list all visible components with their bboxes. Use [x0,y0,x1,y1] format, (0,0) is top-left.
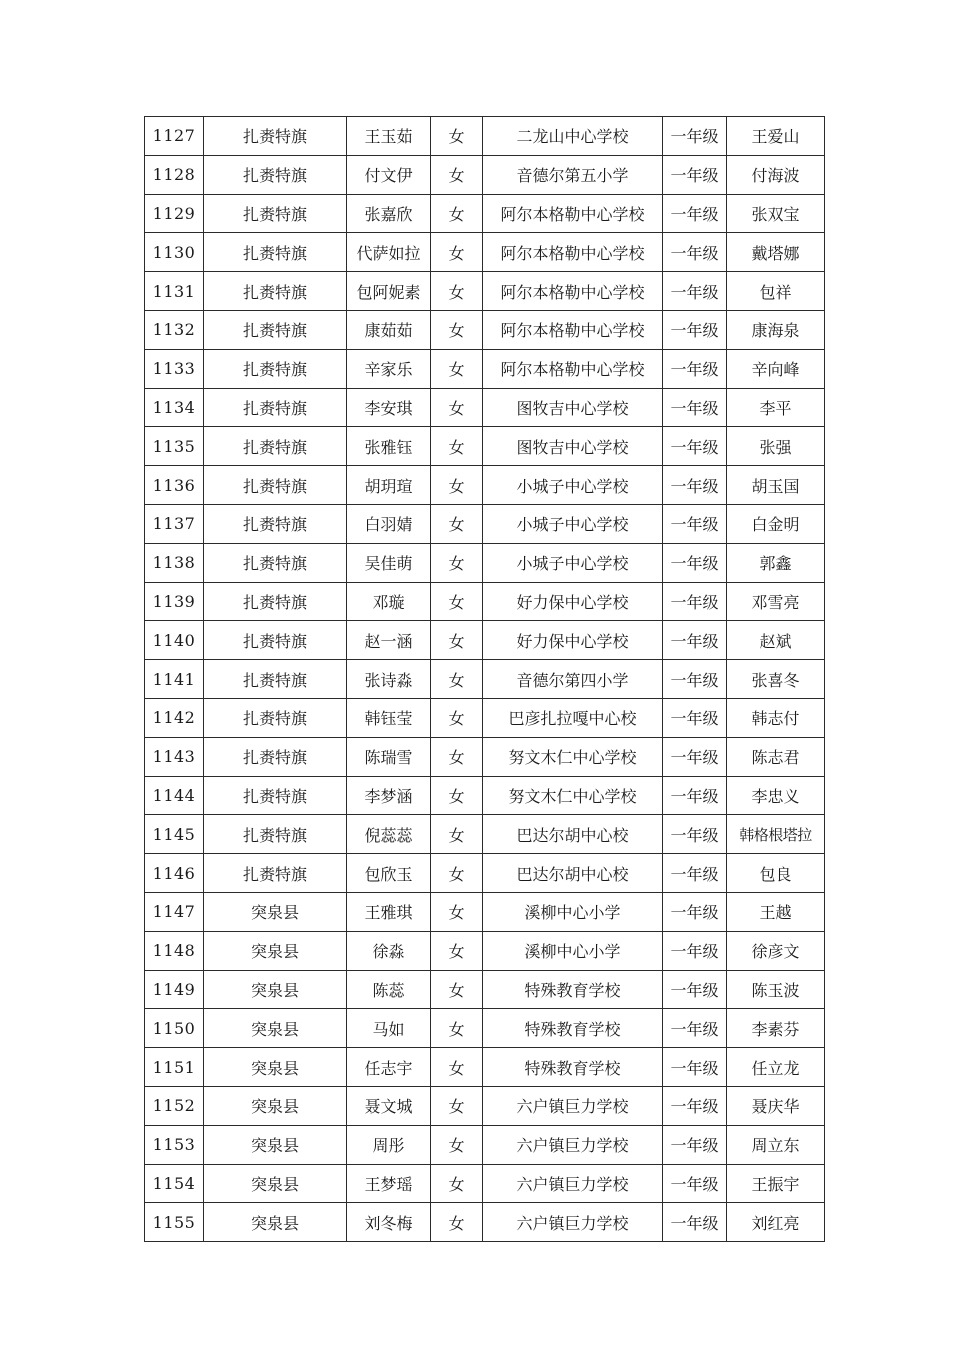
guardian-name-cell: 张双宝 [727,194,825,233]
gender-cell: 女 [431,310,483,349]
region-cell: 突泉县 [204,1086,347,1125]
table-row [145,621,825,660]
school-cell: 努文木仁中心学校 [483,737,663,776]
record-number-cell: 1138 [145,543,204,582]
guardian-name-cell: 韩格根塔拉 [727,815,825,854]
record-number-cell: 1147 [145,892,204,931]
student-name-cell: 吴佳萌 [347,543,431,582]
region-cell: 扎赉特旗 [204,698,347,737]
region-cell: 扎赉特旗 [204,776,347,815]
gender-cell: 女 [431,543,483,582]
record-number-cell: 1136 [145,466,204,505]
grade-cell: 一年级 [663,194,727,233]
record-number-cell: 1152 [145,1086,204,1125]
gender-cell: 女 [431,1086,483,1125]
school-cell: 巴达尔胡中心校 [483,815,663,854]
gender-cell: 女 [431,892,483,931]
school-cell: 图牧吉中心学校 [483,427,663,466]
grade-cell: 一年级 [663,776,727,815]
grade-cell: 一年级 [663,1125,727,1164]
guardian-name-cell: 王越 [727,892,825,931]
table-row [145,1125,825,1164]
school-cell: 好力保中心学校 [483,582,663,621]
guardian-name-cell: 任立龙 [727,1048,825,1087]
table-row [145,970,825,1009]
school-cell: 阿尔本格勒中心学校 [483,349,663,388]
grade-cell: 一年级 [663,233,727,272]
student-name-cell: 张诗淼 [347,660,431,699]
guardian-name-cell: 王爱山 [727,117,825,156]
student-name-cell: 王雅琪 [347,892,431,931]
grade-cell: 一年级 [663,1086,727,1125]
record-number-cell: 1151 [145,1048,204,1087]
region-cell: 扎赉特旗 [204,621,347,660]
record-number-cell: 1141 [145,660,204,699]
region-cell: 扎赉特旗 [204,349,347,388]
school-cell: 二龙山中心学校 [483,117,663,156]
grade-cell: 一年级 [663,1203,727,1242]
grade-cell: 一年级 [663,349,727,388]
grade-cell: 一年级 [663,1164,727,1203]
student-name-cell: 韩钰莹 [347,698,431,737]
region-cell: 扎赉特旗 [204,660,347,699]
school-cell: 特殊教育学校 [483,1048,663,1087]
record-number-cell: 1137 [145,504,204,543]
region-cell: 扎赉特旗 [204,233,347,272]
grade-cell: 一年级 [663,737,727,776]
student-name-cell: 李梦涵 [347,776,431,815]
grade-cell: 一年级 [663,272,727,311]
gender-cell: 女 [431,1048,483,1087]
guardian-name-cell: 陈玉波 [727,970,825,1009]
record-number-cell: 1128 [145,155,204,194]
gender-cell: 女 [431,776,483,815]
guardian-name-cell: 聂庆华 [727,1086,825,1125]
guardian-name-cell: 郭鑫 [727,543,825,582]
student-name-cell: 周彤 [347,1125,431,1164]
table-row [145,1048,825,1087]
region-cell: 扎赉特旗 [204,272,347,311]
gender-cell: 女 [431,854,483,893]
record-number-cell: 1142 [145,698,204,737]
region-cell: 扎赉特旗 [204,466,347,505]
student-name-cell: 陈瑞雪 [347,737,431,776]
gender-cell: 女 [431,660,483,699]
gender-cell: 女 [431,1203,483,1242]
region-cell: 扎赉特旗 [204,194,347,233]
record-number-cell: 1153 [145,1125,204,1164]
table-row [145,233,825,272]
table-row [145,892,825,931]
table-row [145,1164,825,1203]
student-name-cell: 王玉茹 [347,117,431,156]
region-cell: 扎赉特旗 [204,543,347,582]
gender-cell: 女 [431,504,483,543]
student-name-cell: 李安琪 [347,388,431,427]
table-row [145,272,825,311]
school-cell: 溪柳中心小学 [483,931,663,970]
school-cell: 六户镇巨力学校 [483,1164,663,1203]
record-number-cell: 1140 [145,621,204,660]
school-cell: 音德尔第五小学 [483,155,663,194]
table-row [145,1086,825,1125]
table-row [145,543,825,582]
gender-cell: 女 [431,427,483,466]
table-row [145,582,825,621]
table-row [145,1009,825,1048]
region-cell: 突泉县 [204,1048,347,1087]
school-cell: 小城子中心学校 [483,504,663,543]
record-number-cell: 1135 [145,427,204,466]
student-name-cell: 陈蕊 [347,970,431,1009]
guardian-name-cell: 陈志君 [727,737,825,776]
guardian-name-cell: 包良 [727,854,825,893]
gender-cell: 女 [431,1009,483,1048]
student-name-cell: 刘冬梅 [347,1203,431,1242]
region-cell: 扎赉特旗 [204,155,347,194]
gender-cell: 女 [431,155,483,194]
gender-cell: 女 [431,1125,483,1164]
grade-cell: 一年级 [663,504,727,543]
guardian-name-cell: 胡玉国 [727,466,825,505]
gender-cell: 女 [431,970,483,1009]
table-row [145,504,825,543]
grade-cell: 一年级 [663,155,727,194]
table-row [145,931,825,970]
record-number-cell: 1129 [145,194,204,233]
grade-cell: 一年级 [663,1048,727,1087]
student-name-cell: 包欣玉 [347,854,431,893]
region-cell: 突泉县 [204,970,347,1009]
student-name-cell: 胡玥瑄 [347,466,431,505]
table-row [145,776,825,815]
region-cell: 突泉县 [204,1009,347,1048]
student-name-cell: 付文伊 [347,155,431,194]
region-cell: 突泉县 [204,1125,347,1164]
school-cell: 音德尔第四小学 [483,660,663,699]
grade-cell: 一年级 [663,815,727,854]
gender-cell: 女 [431,1164,483,1203]
record-number-cell: 1134 [145,388,204,427]
record-number-cell: 1143 [145,737,204,776]
table-row [145,310,825,349]
record-number-cell: 1155 [145,1203,204,1242]
student-name-cell: 白羽婧 [347,504,431,543]
gender-cell: 女 [431,582,483,621]
region-cell: 扎赉特旗 [204,854,347,893]
school-cell: 阿尔本格勒中心学校 [483,233,663,272]
table-row [145,854,825,893]
record-number-cell: 1130 [145,233,204,272]
record-number-cell: 1149 [145,970,204,1009]
guardian-name-cell: 周立东 [727,1125,825,1164]
gender-cell: 女 [431,272,483,311]
region-cell: 突泉县 [204,1203,347,1242]
gender-cell: 女 [431,388,483,427]
school-cell: 好力保中心学校 [483,621,663,660]
guardian-name-cell: 白金明 [727,504,825,543]
table-row [145,427,825,466]
region-cell: 扎赉特旗 [204,582,347,621]
student-name-cell: 邓璇 [347,582,431,621]
grade-cell: 一年级 [663,427,727,466]
school-cell: 阿尔本格勒中心学校 [483,272,663,311]
school-cell: 特殊教育学校 [483,1009,663,1048]
grade-cell: 一年级 [663,310,727,349]
school-cell: 小城子中心学校 [483,466,663,505]
school-cell: 溪柳中心小学 [483,892,663,931]
guardian-name-cell: 刘红亮 [727,1203,825,1242]
guardian-name-cell: 李忠义 [727,776,825,815]
table-row [145,388,825,427]
gender-cell: 女 [431,737,483,776]
grade-cell: 一年级 [663,660,727,699]
guardian-name-cell: 包祥 [727,272,825,311]
table-row [145,349,825,388]
gender-cell: 女 [431,815,483,854]
gender-cell: 女 [431,117,483,156]
grade-cell: 一年级 [663,543,727,582]
region-cell: 扎赉特旗 [204,117,347,156]
guardian-name-cell: 辛向峰 [727,349,825,388]
school-cell: 巴达尔胡中心校 [483,854,663,893]
gender-cell: 女 [431,621,483,660]
guardian-name-cell: 李素芬 [727,1009,825,1048]
table-row [145,117,825,156]
record-number-cell: 1144 [145,776,204,815]
grade-cell: 一年级 [663,1009,727,1048]
school-cell: 巴彦扎拉嘎中心校 [483,698,663,737]
table-row [145,660,825,699]
region-cell: 扎赉特旗 [204,427,347,466]
record-number-cell: 1133 [145,349,204,388]
region-cell: 突泉县 [204,1164,347,1203]
grade-cell: 一年级 [663,892,727,931]
student-name-cell: 代萨如拉 [347,233,431,272]
guardian-name-cell: 张强 [727,427,825,466]
student-name-cell: 徐淼 [347,931,431,970]
school-cell: 努文木仁中心学校 [483,776,663,815]
roster-body [145,117,825,1242]
grade-cell: 一年级 [663,388,727,427]
table-row [145,466,825,505]
student-name-cell: 张雅钰 [347,427,431,466]
table-row [145,815,825,854]
guardian-name-cell: 李平 [727,388,825,427]
guardian-name-cell: 韩志付 [727,698,825,737]
table-row [145,155,825,194]
guardian-name-cell: 张喜冬 [727,660,825,699]
grade-cell: 一年级 [663,854,727,893]
school-cell: 六户镇巨力学校 [483,1125,663,1164]
guardian-name-cell: 赵斌 [727,621,825,660]
student-name-cell: 王梦瑶 [347,1164,431,1203]
school-cell: 六户镇巨力学校 [483,1086,663,1125]
gender-cell: 女 [431,931,483,970]
gender-cell: 女 [431,233,483,272]
record-number-cell: 1150 [145,1009,204,1048]
region-cell: 扎赉特旗 [204,388,347,427]
grade-cell: 一年级 [663,931,727,970]
guardian-name-cell: 徐彦文 [727,931,825,970]
record-number-cell: 1127 [145,117,204,156]
gender-cell: 女 [431,698,483,737]
student-name-cell: 辛家乐 [347,349,431,388]
record-number-cell: 1148 [145,931,204,970]
record-number-cell: 1131 [145,272,204,311]
region-cell: 突泉县 [204,892,347,931]
grade-cell: 一年级 [663,970,727,1009]
guardian-name-cell: 康海泉 [727,310,825,349]
student-name-cell: 倪蕊蕊 [347,815,431,854]
school-cell: 阿尔本格勒中心学校 [483,310,663,349]
grade-cell: 一年级 [663,621,727,660]
roster-table [144,116,825,1242]
table-row [145,698,825,737]
gender-cell: 女 [431,194,483,233]
region-cell: 扎赉特旗 [204,504,347,543]
table-row [145,737,825,776]
guardian-name-cell: 付海波 [727,155,825,194]
grade-cell: 一年级 [663,698,727,737]
record-number-cell: 1145 [145,815,204,854]
table-row [145,1203,825,1242]
region-cell: 扎赉特旗 [204,737,347,776]
grade-cell: 一年级 [663,466,727,505]
student-name-cell: 赵一涵 [347,621,431,660]
region-cell: 突泉县 [204,931,347,970]
table-row [145,194,825,233]
student-name-cell: 包阿妮素 [347,272,431,311]
guardian-name-cell: 戴塔娜 [727,233,825,272]
grade-cell: 一年级 [663,582,727,621]
record-number-cell: 1132 [145,310,204,349]
grade-cell: 一年级 [663,117,727,156]
guardian-name-cell: 邓雪亮 [727,582,825,621]
school-cell: 特殊教育学校 [483,970,663,1009]
student-name-cell: 康茹茹 [347,310,431,349]
record-number-cell: 1146 [145,854,204,893]
student-name-cell: 马如 [347,1009,431,1048]
student-name-cell: 任志宇 [347,1048,431,1087]
record-number-cell: 1154 [145,1164,204,1203]
student-name-cell: 聂文城 [347,1086,431,1125]
region-cell: 扎赉特旗 [204,310,347,349]
school-cell: 六户镇巨力学校 [483,1203,663,1242]
school-cell: 小城子中心学校 [483,543,663,582]
gender-cell: 女 [431,349,483,388]
school-cell: 图牧吉中心学校 [483,388,663,427]
school-cell: 阿尔本格勒中心学校 [483,194,663,233]
gender-cell: 女 [431,466,483,505]
region-cell: 扎赉特旗 [204,815,347,854]
student-name-cell: 张嘉欣 [347,194,431,233]
record-number-cell: 1139 [145,582,204,621]
guardian-name-cell: 王振宇 [727,1164,825,1203]
